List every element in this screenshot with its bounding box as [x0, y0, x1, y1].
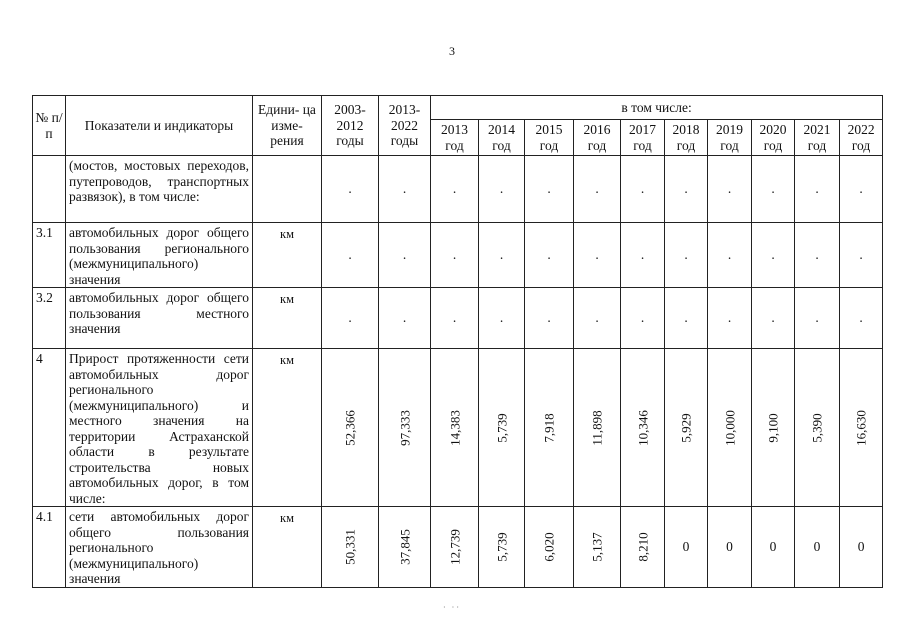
col-header-indicator: Показатели и индикаторы: [66, 96, 253, 156]
value-cell-empty: .: [795, 288, 840, 349]
col-header-year: 2013 год: [431, 120, 479, 156]
value-cell: [795, 349, 840, 507]
row-number: 3.1: [33, 223, 66, 288]
value-cell-empty: .: [752, 156, 795, 223]
value-text-rotated: 6,020: [541, 532, 557, 562]
value-cell-empty: .: [525, 288, 574, 349]
row-number: 4.1: [33, 507, 66, 588]
value-cell-empty: .: [379, 288, 431, 349]
value-cell-empty: .: [479, 288, 525, 349]
value-cell-empty: .: [431, 288, 479, 349]
value-cell-empty: .: [525, 223, 574, 288]
value-cell: [322, 507, 379, 588]
row-number: 4: [33, 349, 66, 507]
table-row: [33, 507, 883, 588]
value-cell: 0: [708, 507, 752, 588]
value-text-rotated: 5,739: [493, 532, 509, 562]
value-cell: 0: [752, 507, 795, 588]
row-indicator: (мостов, мостовых переходов, путепроводов, транспортных развязок), в том числе:: [66, 156, 253, 223]
value-text-rotated: 12,739: [446, 528, 462, 565]
row-unit: км: [253, 288, 322, 349]
value-cell-empty: .: [708, 288, 752, 349]
col-header-year: 2021 год: [795, 120, 840, 156]
value-cell-empty: .: [322, 156, 379, 223]
value-cell: [431, 349, 479, 507]
page-number: 3: [449, 44, 455, 58]
value-cell: [752, 349, 795, 507]
value-cell: [574, 349, 621, 507]
row-number: 3.2: [33, 288, 66, 349]
value-text-rotated: 5,137: [589, 532, 605, 562]
value-cell: [665, 349, 708, 507]
value-cell: 0: [840, 507, 883, 588]
value-cell-empty: .: [795, 156, 840, 223]
value-text-rotated: 14,383: [446, 409, 462, 446]
col-header-num: № п/п: [33, 96, 66, 156]
value-cell: [525, 349, 574, 507]
table-row: [33, 349, 883, 507]
col-header-unit: Едини- ца изме- рения: [253, 96, 322, 156]
value-text-rotated: 5,929: [678, 412, 694, 443]
value-cell-empty: .: [479, 223, 525, 288]
value-cell: [574, 507, 621, 588]
value-cell-empty: .: [574, 288, 621, 349]
col-header-year: 2018 год: [665, 120, 708, 156]
value-cell: [431, 507, 479, 588]
row-unit: км: [253, 349, 322, 507]
row-indicator: Прирост протяженности сети автомобильных дорог регионального (межмуниципального) и местного значения на территории Астраханской области в результате строительства новых автомобильных дорог, в том числе:: [66, 349, 253, 507]
value-text-rotated: 52,366: [342, 409, 358, 446]
row-indicator: автомобильных дорог общего пользования местного значения: [66, 288, 253, 349]
value-cell-empty: .: [479, 156, 525, 223]
value-cell: 0: [665, 507, 708, 588]
value-cell: [322, 349, 379, 507]
value-cell-empty: .: [665, 288, 708, 349]
value-cell: [479, 507, 525, 588]
value-text-rotated: 5,390: [809, 412, 825, 443]
value-cell-empty: .: [621, 288, 665, 349]
value-cell-empty: .: [379, 156, 431, 223]
col-header-year: 2019 год: [708, 120, 752, 156]
header-row-1: [33, 96, 883, 120]
table-row: [33, 288, 883, 349]
row-indicator: автомобильных дорог общего пользования регионального (межмуниципального) значения: [66, 223, 253, 288]
value-cell-empty: .: [708, 223, 752, 288]
table-row: [33, 156, 883, 223]
value-text-rotated: 10,000: [721, 409, 737, 446]
value-cell-empty: .: [795, 223, 840, 288]
value-cell-empty: .: [665, 156, 708, 223]
value-text-rotated: 9,100: [765, 412, 781, 443]
value-cell-empty: .: [322, 288, 379, 349]
value-text-rotated: 7,918: [541, 412, 557, 443]
value-cell-empty: .: [752, 288, 795, 349]
value-cell-empty: .: [525, 156, 574, 223]
value-cell-empty: .: [574, 223, 621, 288]
col-header-period-2013-2022: 2013- 2022 годы: [379, 96, 431, 156]
value-cell-empty: .: [621, 223, 665, 288]
value-cell-empty: .: [431, 156, 479, 223]
value-cell-empty: .: [665, 223, 708, 288]
value-cell-empty: .: [840, 223, 883, 288]
row-unit: км: [253, 507, 322, 588]
value-cell: [621, 349, 665, 507]
value-text-rotated: 8,210: [634, 532, 650, 562]
value-text-rotated: 5,739: [493, 412, 509, 443]
col-header-year: 2016 год: [574, 120, 621, 156]
indicators-table: [32, 95, 883, 588]
col-header-year: 2015 год: [525, 120, 574, 156]
value-cell: [479, 349, 525, 507]
value-text-rotated: 50,331: [342, 528, 358, 565]
value-cell: [379, 349, 431, 507]
value-cell-empty: .: [708, 156, 752, 223]
col-header-year: 2014 год: [479, 120, 525, 156]
value-cell: [525, 507, 574, 588]
value-cell: [708, 349, 752, 507]
value-cell: [840, 349, 883, 507]
col-header-including: в том числе:: [431, 96, 883, 120]
value-text-rotated: 37,845: [396, 528, 412, 565]
value-cell: [621, 507, 665, 588]
value-text-rotated: 97,333: [396, 409, 412, 446]
value-cell-empty: .: [840, 288, 883, 349]
col-header-year: 2022 год: [840, 120, 883, 156]
value-cell-empty: .: [574, 156, 621, 223]
value-cell: [379, 507, 431, 588]
col-header-year: 2020 год: [752, 120, 795, 156]
col-header-period-2003-2012: 2003- 2012 годы: [322, 96, 379, 156]
value-cell: 0: [795, 507, 840, 588]
value-cell-empty: .: [431, 223, 479, 288]
row-indicator: сети автомобильных дорог общего пользования регионального (межмуниципального) значения: [66, 507, 253, 588]
row-unit: [253, 156, 322, 223]
value-text-rotated: 10,346: [634, 409, 650, 446]
row-unit: км: [253, 223, 322, 288]
row-number: [33, 156, 66, 223]
table-row: [33, 223, 883, 288]
value-text-rotated: 11,898: [589, 409, 605, 446]
value-cell-empty: .: [621, 156, 665, 223]
col-header-year: 2017 год: [621, 120, 665, 156]
footer-mark: · ··: [443, 603, 461, 612]
value-text-rotated: 16,630: [853, 409, 869, 446]
value-cell-empty: .: [840, 156, 883, 223]
value-cell-empty: .: [752, 223, 795, 288]
value-cell-empty: .: [322, 223, 379, 288]
value-cell-empty: .: [379, 223, 431, 288]
